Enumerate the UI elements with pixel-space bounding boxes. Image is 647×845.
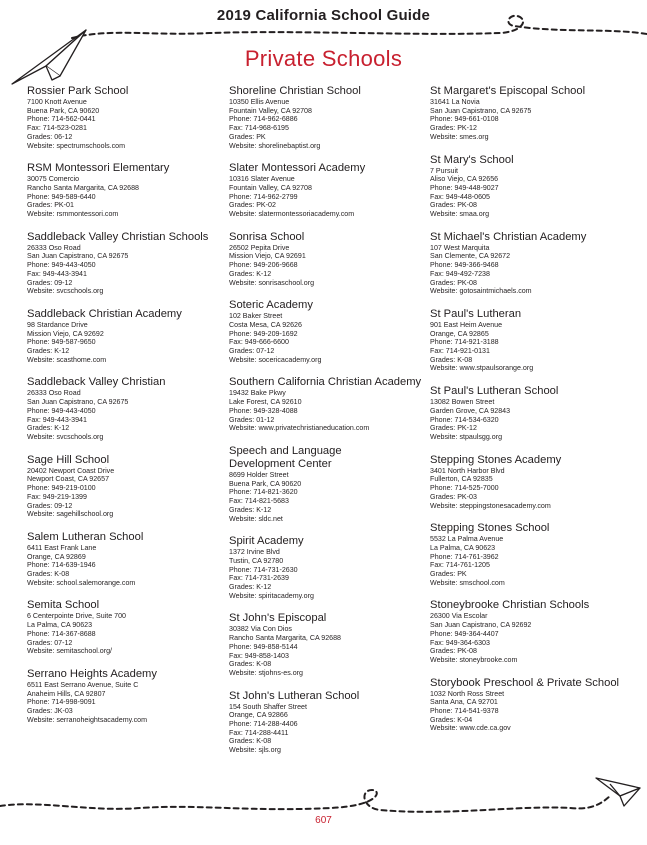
- school-website: Website: school.salemorange.com: [27, 578, 136, 587]
- guide-title: 2019 California School Guide: [216, 7, 431, 24]
- school-grades: Grades: PK: [430, 570, 467, 579]
- school-phone: Phone: 949-858-5144: [229, 642, 298, 651]
- school-entry: [27, 308, 227, 365]
- school-fax: Fax: 949-666-6600: [229, 338, 289, 347]
- school-name: St Margaret's Episcopal School: [430, 85, 586, 97]
- school-address: 102 Baker Street: [229, 312, 283, 321]
- school-address: 10316 Slater Avenue: [229, 175, 295, 184]
- school-address: 107 West Marquita: [430, 243, 490, 252]
- school-website: Website: serranoheightsacademy.com: [27, 715, 147, 724]
- school-website: Website: svcschools.org: [27, 287, 104, 296]
- school-fax: Fax: 949-443-3941: [27, 269, 87, 278]
- school-city: Mission Viejo, CA 92692: [27, 329, 104, 338]
- school-entry: [229, 299, 429, 364]
- school-city: Aliso Viejo, CA 92656: [430, 175, 499, 184]
- school-phone: Phone: 949-366-9468: [430, 261, 499, 270]
- school-fax: Fax: 949-443-3941: [27, 415, 87, 424]
- school-city: Santa Ana, CA 92701: [430, 698, 498, 707]
- school-city: Mission Viejo, CA 92691: [229, 252, 306, 261]
- school-website: Website: scasthome.com: [27, 355, 107, 364]
- school-phone: Phone: 949-661-0108: [430, 115, 499, 124]
- school-address: 30075 Comercio: [27, 175, 80, 184]
- school-grades: Grades: K-12: [229, 583, 272, 592]
- school-grades: Grades: K-12: [229, 269, 272, 278]
- school-website: Website: smaa.org: [430, 210, 490, 219]
- school-phone: Phone: 714-921-3188: [430, 338, 499, 347]
- school-name: Saddleback Valley Christian: [27, 376, 166, 389]
- school-website: Website: semitaschool.org/: [27, 647, 113, 656]
- school-name: St Paul's Lutheran School: [430, 385, 559, 398]
- school-phone: Phone: 714-962-6886: [229, 115, 298, 124]
- school-website: Website: stjohns-es.org: [229, 668, 303, 677]
- school-city: Garden Grove, CA 92843: [430, 406, 511, 415]
- school-address: 7100 Knott Avenue: [27, 98, 87, 106]
- school-city: San Juan Capistrano, CA 92675: [27, 398, 129, 407]
- school-address: 26333 Oso Road: [27, 243, 81, 252]
- school-phone: Phone: 949-328-4088: [229, 406, 298, 415]
- school-grades: Grades: PK-08: [430, 278, 477, 287]
- school-grades: Grades: 09-12: [27, 501, 73, 510]
- school-address: 98 Stardance Drive: [27, 320, 88, 329]
- school-website: Website: socericacademy.org: [229, 355, 322, 364]
- school-website: Website: spectrumschools.com: [27, 141, 126, 150]
- school-website: Website: smschool.com: [430, 578, 505, 587]
- school-address: 10350 Ellis Avenue: [229, 98, 290, 106]
- school-entry: [27, 85, 227, 150]
- school-fax: Fax: 949-448-0605: [430, 192, 490, 201]
- school-phone: Phone: 949-219-0100: [27, 484, 96, 493]
- school-city: Fountain Valley, CA 92708: [229, 183, 312, 192]
- school-entry: [229, 85, 429, 150]
- school-phone: Phone: 949-364-4407: [430, 629, 499, 638]
- school-city: Lake Forest, CA 92610: [229, 398, 302, 407]
- school-fax: Fax: 949-364-6303: [430, 638, 490, 647]
- school-address: 901 East Heim Avenue: [430, 320, 503, 329]
- school-phone: Phone: 949-209-1692: [229, 329, 298, 338]
- school-fax: Fax: 714-761-1205: [430, 561, 490, 570]
- school-website: Website: slatermontessoriacademy.com: [229, 210, 355, 219]
- school-address: 13082 Bowen Street: [430, 398, 495, 407]
- school-fax: Fax: 714-523-0281: [27, 124, 87, 133]
- school-grades: Grades: K-08: [229, 737, 272, 746]
- school-entry: [27, 376, 227, 441]
- school-entry: [229, 231, 429, 288]
- school-website: Website: smes.org: [430, 132, 489, 141]
- school-address: 8699 Holder Street: [229, 470, 289, 479]
- school-address: 19432 Bake Pkwy: [229, 389, 286, 398]
- school-phone: Phone: 714-761-3962: [430, 552, 499, 561]
- school-grades: Grades: PK-12: [430, 424, 477, 433]
- school-entry: [27, 531, 227, 588]
- school-grades: Grades: K-08: [229, 660, 272, 669]
- school-grades: Grades: PK-01: [27, 201, 74, 210]
- school-name: Storybook Preschool & Private School: [430, 676, 620, 689]
- school-address: 26300 Via Escolar: [430, 612, 488, 621]
- school-fax: Fax: 714-288-4411: [229, 728, 289, 737]
- school-name: Slater Montessori Academy: [229, 162, 366, 175]
- school-phone: Phone: 714-562-0441: [27, 115, 96, 124]
- school-entry: [430, 231, 630, 296]
- school-grades: Grades: 07-12: [229, 347, 275, 356]
- school-address: 20402 Newport Coast Drive: [27, 466, 115, 475]
- school-fax: Fax: 949-219-1399: [27, 492, 87, 501]
- school-phone: Phone: 714-367-8688: [27, 629, 96, 638]
- school-website: Website: sonrisaschool.org: [229, 278, 315, 287]
- school-entry: [27, 668, 227, 725]
- school-name: Semita School: [27, 599, 100, 612]
- school-phone: Phone: 714-962-2799: [229, 192, 298, 201]
- school-address: 3401 North Harbor Blvd: [430, 466, 505, 475]
- school-city: Rancho Santa Margarita, CA 92688: [27, 183, 139, 192]
- school-entry: [27, 162, 227, 219]
- school-name: Shoreline Christian School: [229, 85, 361, 97]
- school-city: Newport Coast, CA 92657: [27, 475, 110, 484]
- school-website: Website: sagehillschool.org: [27, 510, 114, 519]
- school-grades: Grades: PK: [229, 132, 266, 141]
- school-column-2: [229, 85, 429, 767]
- school-column-3: [430, 85, 630, 745]
- school-entry: [430, 154, 630, 219]
- school-grades: Grades: K-12: [229, 505, 272, 514]
- school-entry: [430, 385, 630, 442]
- school-entry: [229, 690, 429, 755]
- school-grades: Grades: PK-08: [430, 201, 477, 210]
- school-address: 6411 East Frank Lane: [27, 543, 97, 552]
- school-grades: Grades: K-12: [27, 347, 70, 356]
- school-name: Stepping Stones School: [430, 522, 550, 535]
- school-address: 154 South Shaffer Street: [229, 702, 307, 711]
- school-phone: Phone: 714-998-9091: [27, 698, 96, 707]
- page-number: 607: [315, 815, 332, 826]
- school-website: Website: sjls.org: [229, 746, 281, 755]
- school-grades: Grades: K-04: [430, 715, 473, 724]
- school-name: Speech and Language Development Center: [229, 444, 342, 470]
- school-address: 26502 Pepita Drive: [229, 243, 290, 252]
- school-phone: Phone: 949-587-9650: [27, 338, 96, 347]
- school-name: St Mary's School: [430, 153, 514, 166]
- school-grades: Grades: K-12: [27, 424, 70, 433]
- school-name: Saddleback Christian Academy: [27, 307, 182, 320]
- school-entry: [430, 522, 630, 587]
- school-city: Fullerton, CA 92835: [430, 475, 493, 484]
- school-phone: Phone: 714-288-4406: [229, 720, 298, 729]
- school-phone: Phone: 714-541-9378: [430, 707, 499, 716]
- school-address: 26333 Oso Road: [27, 389, 81, 398]
- school-name: Salem Lutheran School: [27, 530, 144, 543]
- school-grades: Grades: K-08: [430, 355, 473, 364]
- school-website: Website: gotosaintmichaels.com: [430, 287, 532, 296]
- paper-airplane-icon-bottom: [596, 778, 640, 806]
- school-city: Costa Mesa, CA 92626: [229, 320, 302, 329]
- school-name: Stepping Stones Academy: [430, 453, 562, 466]
- school-name: Spirit Academy: [229, 535, 304, 548]
- school-fax: Fax: 949-858-1403: [229, 651, 289, 660]
- school-fax: Fax: 949-492-7238: [430, 269, 490, 278]
- school-name: RSM Montessori Elementary: [27, 162, 170, 175]
- school-name: Soteric Academy: [229, 299, 313, 312]
- school-name: Sage Hill School: [27, 453, 110, 466]
- school-name: Stoneybrooke Christian Schools: [430, 599, 590, 612]
- school-entry: [430, 599, 630, 664]
- school-address: 6 Centerpointe Drive, Suite 700: [27, 612, 126, 621]
- school-phone: Phone: 949-206-9668: [229, 261, 298, 270]
- school-website: Website: sldc.net: [229, 514, 283, 523]
- school-city: Buena Park, CA 90620: [27, 106, 100, 115]
- school-website: Website: www.privatechristianeducation.com: [229, 424, 370, 433]
- school-fax: Fax: 714-731-2639: [229, 574, 289, 583]
- school-city: Tustin, CA 92780: [229, 556, 284, 565]
- school-website: Website: steppingstonesacademy.com: [430, 501, 551, 510]
- school-fax: Fax: 714-821-5683: [229, 497, 289, 506]
- school-grades: Grades: K-08: [27, 570, 70, 579]
- school-entry: [229, 376, 429, 433]
- school-city: Anaheim Hills, CA 92807: [27, 689, 106, 698]
- school-city: San Juan Capistrano, CA 92692: [430, 621, 532, 630]
- school-phone: Phone: 714-525-7000: [430, 484, 499, 493]
- school-address: 31641 La Novia: [430, 98, 480, 106]
- school-name: St John's Lutheran School: [229, 689, 360, 702]
- school-name: Sonrisa School: [229, 230, 305, 243]
- school-city: San Juan Capistrano, CA 92675: [27, 252, 129, 261]
- school-address: 30382 Via Con Dios: [229, 625, 292, 634]
- school-grades: Grades: JK-03: [27, 707, 73, 716]
- school-phone: Phone: 714-534-6320: [430, 415, 499, 424]
- school-address: 1032 North Ross Street: [430, 689, 505, 698]
- school-phone: Phone: 949-448-9027: [430, 183, 499, 192]
- school-grades: Grades: PK-03: [430, 492, 477, 501]
- school-phone: Phone: 714-731-2630: [229, 565, 298, 574]
- school-entry: [229, 445, 429, 523]
- school-entry: [430, 677, 630, 734]
- school-phone: Phone: 714-821-3620: [229, 488, 298, 497]
- school-name: St Paul's Lutheran: [430, 307, 522, 320]
- school-website: Website: spiritacademy.org: [229, 591, 314, 600]
- section-title: Private Schools: [244, 46, 403, 71]
- school-entry: [27, 454, 227, 519]
- school-name: Serrano Heights Academy: [27, 667, 157, 680]
- school-grades: Grades: PK-12: [430, 124, 477, 133]
- school-city: La Palma, CA 90623: [27, 621, 93, 630]
- school-phone: Phone: 949-589-6440: [27, 192, 96, 201]
- school-website: Website: svcschools.org: [27, 432, 104, 441]
- school-grades: Grades: 09-12: [27, 278, 73, 287]
- school-phone: Phone: 714-639-1946: [27, 561, 96, 570]
- school-city: Orange, CA 92869: [27, 552, 86, 561]
- school-grades: Grades: 01-12: [229, 415, 275, 424]
- school-city: Orange, CA 92865: [430, 329, 489, 338]
- school-city: Fountain Valley, CA 92708: [229, 106, 312, 115]
- school-name: Saddleback Valley Christian Schools: [27, 230, 209, 243]
- school-name: St John's Episcopal: [229, 612, 327, 625]
- school-address: 1372 Irvine Blvd: [229, 548, 280, 557]
- school-grades: Grades: 06-12: [27, 132, 73, 141]
- school-entry: [430, 85, 630, 142]
- school-website: Website: stoneybrooke.com: [430, 655, 518, 664]
- school-entry: [27, 599, 227, 656]
- school-city: Buena Park, CA 90620: [229, 479, 302, 488]
- school-website: Website: rsmmontessori.com: [27, 210, 119, 219]
- school-website: Website: shorelinebaptist.org: [229, 141, 321, 150]
- school-city: San Juan Capistrano, CA 92675: [430, 106, 532, 115]
- school-name: Southern California Christian Academy: [229, 376, 422, 389]
- school-column-1: [27, 85, 227, 736]
- school-fax: Fax: 714-921-0131: [430, 347, 490, 356]
- school-website: Website: www.stpaulsorange.org: [430, 364, 534, 373]
- school-fax: Fax: 714-968-6195: [229, 124, 289, 133]
- school-grades: Grades: 07-12: [27, 638, 73, 647]
- school-entry: [430, 454, 630, 511]
- school-city: La Palma, CA 90623: [430, 543, 496, 552]
- school-entry: [229, 162, 429, 219]
- school-grades: Grades: PK-02: [229, 201, 276, 210]
- school-website: Website: stpaulsgg.org: [430, 432, 503, 441]
- school-entry: [229, 612, 429, 677]
- school-phone: Phone: 949-443-4050: [27, 261, 96, 270]
- school-city: San Clemente, CA 92672: [430, 252, 511, 261]
- school-address: 6511 East Serrano Avenue, Suite C: [27, 680, 139, 689]
- school-entry: [229, 535, 429, 600]
- school-entry: [27, 231, 227, 296]
- school-entry: [430, 308, 630, 373]
- school-address: 7 Pursuit: [430, 166, 458, 175]
- school-name: St Michael's Christian Academy: [430, 230, 587, 243]
- school-phone: Phone: 949-443-4050: [27, 406, 96, 415]
- school-city: Orange, CA 92866: [229, 711, 288, 720]
- school-grades: Grades: PK-08: [430, 647, 477, 656]
- school-website: Website: www.cde.ca.gov: [430, 724, 511, 733]
- school-city: Rancho Santa Margarita, CA 92688: [229, 634, 341, 643]
- school-name: Rossier Park School: [27, 85, 129, 97]
- school-address: 5532 La Palma Avenue: [430, 535, 504, 544]
